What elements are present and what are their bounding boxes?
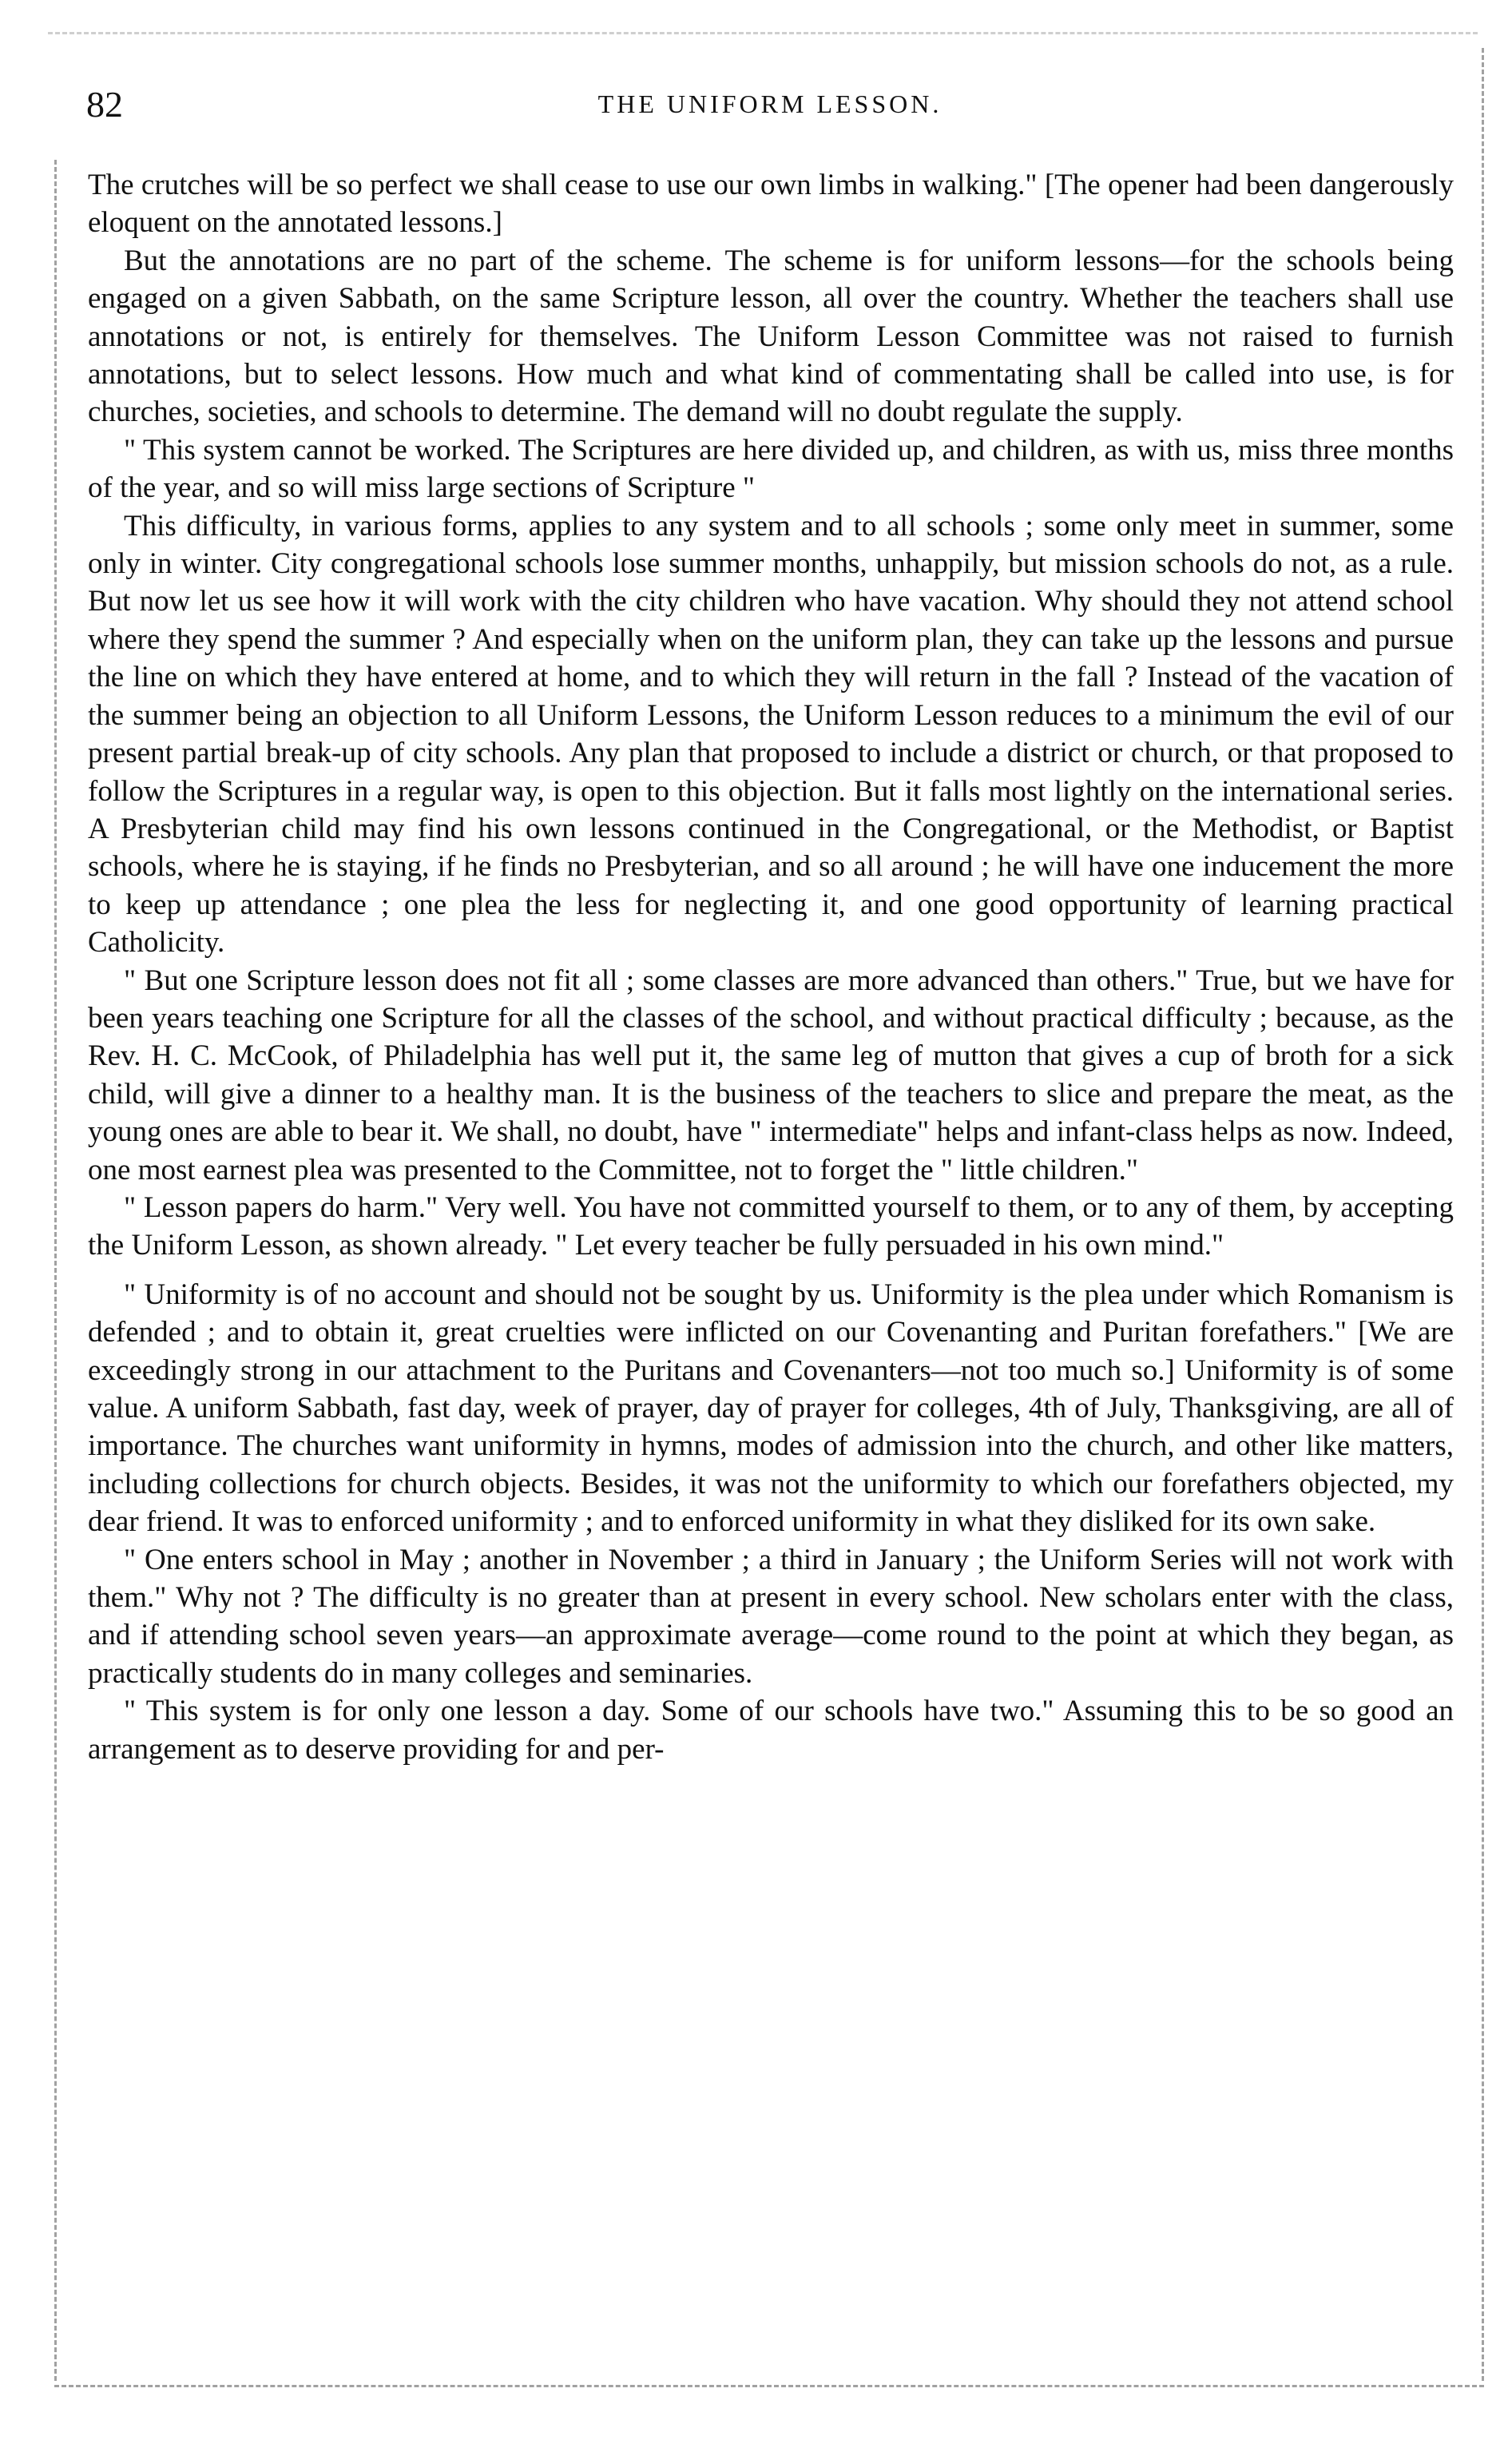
page-header (86, 83, 1454, 131)
bottom-border-rule (54, 2385, 1484, 2387)
right-border-rule (1482, 48, 1484, 2381)
body-paragraph: " One enters school in May ; another in November ; a third in January ; the Uniform Series will not work with them." Why not ? The difficulty is no greater than at present in every school. New scholars enter with the class, and if attending school seven years—an approximate average—come round to the point at which they began, as practically students do in many colleges and seminaries. (88, 1543, 1454, 1690)
body-paragraph: " This system is for only one lesson a day. Some of our schools have two." Assuming this to be so good an arrangement as to deserve providing for and per- (88, 1695, 1454, 1766)
running-head: THE UNIFORM LESSON. (597, 89, 943, 118)
body-paragraph: But the annotations are no part of the scheme. The scheme is for uniform lessons—for the schools being engaged on a given Sabbath, on the same Scripture lesson, all over the country. Whether the teachers shall use annotations or not, is entirely for themselves. The Uniform Lesson Committee was not raised to furnish annotations, but to select lessons. How much and what kind of commentating shall be called into use, is for churches, societies, and schools to determine. The demand will no doubt regulate the supply. (88, 244, 1454, 429)
body-paragraph: " Uniformity is of no account and should not be sought by us. Uniformity is the plea under which Romanism is defended ; and to obtain it, great cruelties were inflicted on our Covenanting and Puritan forefathers." [We are exceedingly strong in our attachment to the Puritans and Covenanters—not too much so.] Uniformity is of some value. A uniform Sabbath, fast day, week of prayer, day of prayer for colleges, 4th of July, Thanksgiving, are all of importance. The churches want uniformity in hymns, modes of admission into the church, and other like matters, including collections for church objects. Besides, it was not the uniformity to which our forefathers objected, my dear friend. It was to enforced uniformity ; and to enforced uniformity in what they disliked for its own sake. (88, 1278, 1454, 1539)
left-border-rule (54, 160, 57, 2381)
body-paragraph: " This system cannot be worked. The Scriptures are here divided up, and children, as with us, miss three months of the year, and so will miss large sections of Scripture " (88, 433, 1454, 505)
body-paragraph: This difficulty, in various forms, applies to any system and to all schools ; some only meet in summer, some only in winter. City congregational schools lose summer months, unhappily, but mission schools do not, as a rule. But now let us see how it will work with the city children who have vacation. Why should they not attend school where they spend the summer ? And especially when on the uniform plan, they can take up the lessons and pursue the line on which they have entered at home, and to which they will return in the fall ? Instead of the vacation of the summer being an objection to all Uniform Lessons, the Uniform Lesson reduces to a minimum the evil of our present partial break-up of city schools. Any plan that proposed to include a district or church, or that proposed to follow the Scriptures in a regular way, is open to this objection. But it falls most lightly on the international series. A Presbyterian child may find his own lessons continued in the Congregational, or the Methodist, or Baptist schools, where he is staying, if he finds no Presbyterian, and so all around ; he will have one inducement the more to keep up attendance ; one plea the less for neglecting it, and one good opportunity of learning practical Catholicity. (88, 509, 1454, 960)
top-border-rule (48, 32, 1478, 34)
body-paragraph: " Lesson papers do harm." Very well. You have not committed yourself to them, or to any of them, by accepting the Uniform Lesson, as shown already. " Let every teacher be fully persuaded in his own mind." (88, 1190, 1454, 1262)
body-paragraph: " But one Scripture lesson does not fit all ; some classes are more advanced than others." True, but we have for been years teaching one Scripture for all the classes of the school, and without practical difficulty ; because, as the Rev. H. C. McCook, of Philadelphia has well put it, the same leg of mutton that gives a cup of broth for a sick child, will give a dinner to a healthy man. It is the business of the teachers to slice and prepare the meat, as the young ones are able to bear it. We shall, no doubt, have " intermediate" helps and infant-class helps as now. Indeed, one most earnest plea was presented to the Committee, not to forget the " little children." (88, 964, 1454, 1186)
body-paragraph: The crutches will be so perfect we shall cease to use our own limbs in walking." [The opener had been dangerously eloquent on the annotated lessons.] (88, 169, 1454, 240)
page-number: 82 (86, 84, 123, 125)
body-text (88, 166, 1454, 1768)
